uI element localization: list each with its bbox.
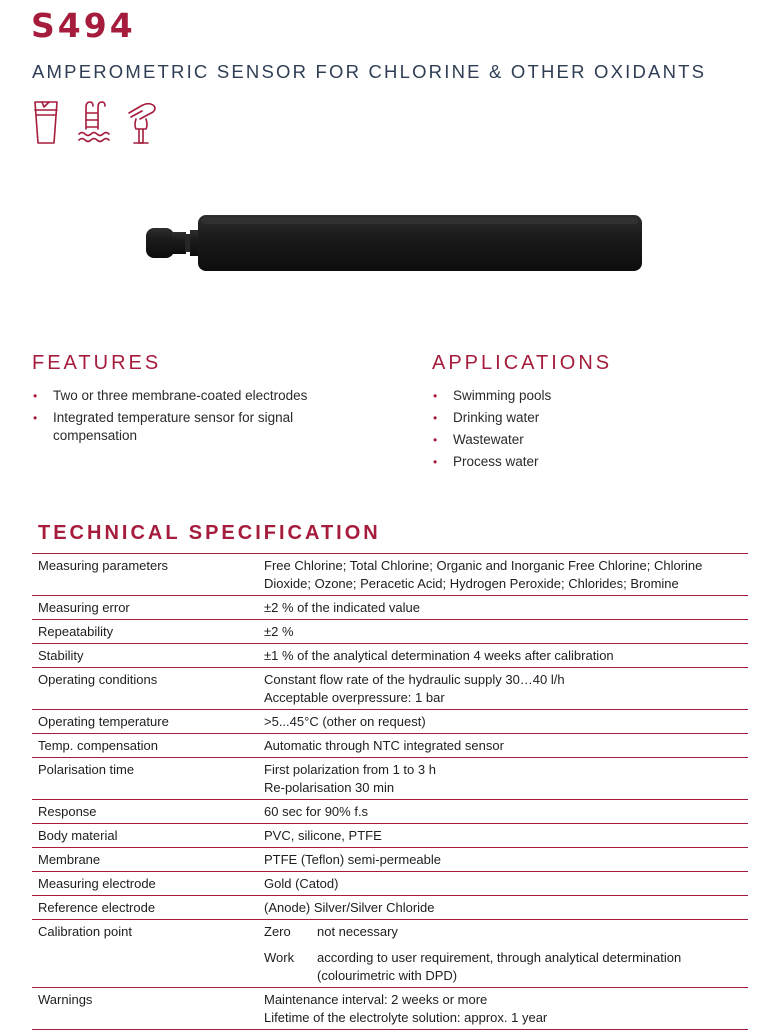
spec-label: Measuring error bbox=[38, 600, 130, 615]
spec-value bbox=[258, 620, 748, 644]
table-row bbox=[32, 596, 748, 620]
spec-value-line: >5...45°C (other on request) bbox=[264, 714, 426, 729]
list-item: • Swimming pools bbox=[432, 387, 732, 405]
spec-label: Stability bbox=[38, 648, 84, 663]
spec-label: Repeatability bbox=[38, 624, 114, 639]
features-list bbox=[32, 387, 332, 449]
spec-label: Body material bbox=[38, 828, 118, 843]
table-row bbox=[32, 644, 748, 668]
spec-value bbox=[258, 800, 748, 824]
spec-value bbox=[258, 758, 748, 800]
list-item: • Process water bbox=[432, 453, 732, 471]
application-icons bbox=[30, 99, 158, 147]
spec-label: Temp. compensation bbox=[38, 738, 158, 753]
spec-value-line: Automatic through NTC integrated sensor bbox=[264, 738, 504, 753]
spec-label: Operating temperature bbox=[38, 714, 169, 729]
swimming-pool-icon bbox=[78, 99, 110, 147]
sensor-product-image bbox=[142, 212, 646, 279]
calibration-entry bbox=[264, 923, 742, 941]
spec-value bbox=[258, 596, 748, 620]
specification-table bbox=[32, 553, 748, 1030]
spec-label: Calibration point bbox=[38, 924, 132, 939]
spec-value-line: ±2 % bbox=[264, 624, 294, 639]
table-row bbox=[32, 988, 748, 1030]
spec-value bbox=[258, 824, 748, 848]
spec-label: Reference electrode bbox=[38, 900, 156, 915]
spec-value bbox=[258, 644, 748, 668]
list-item: • Two or three membrane-coated electrodes bbox=[32, 387, 332, 405]
spec-value bbox=[258, 554, 748, 596]
table-row bbox=[32, 848, 748, 872]
spec-label: Operating conditions bbox=[38, 672, 158, 687]
calibration-entry-value: according to user requirement, through analytical determination (colourimetric with DPD) bbox=[317, 950, 682, 983]
table-row bbox=[32, 920, 748, 988]
table-row bbox=[32, 554, 748, 596]
spec-label: Response bbox=[38, 804, 97, 819]
spec-value-line: Re-polarisation 30 min bbox=[264, 780, 395, 795]
table-row bbox=[32, 758, 748, 800]
spec-label: Measuring parameters bbox=[38, 558, 169, 573]
spec-value-line: Acceptable overpressure: 1 bar bbox=[264, 690, 445, 705]
spec-label: Membrane bbox=[38, 852, 101, 867]
table-row bbox=[32, 872, 748, 896]
spec-value bbox=[258, 896, 748, 920]
drinking-glass-icon bbox=[30, 99, 62, 147]
calibration-entry bbox=[264, 949, 742, 985]
spec-value bbox=[258, 848, 748, 872]
spec-value bbox=[258, 668, 748, 710]
applications-title: APPLICATIONS bbox=[432, 352, 613, 374]
applications-list bbox=[432, 387, 732, 475]
list-item: • Wastewater bbox=[432, 431, 732, 449]
calibration-entry-label: Work bbox=[264, 950, 295, 965]
spec-value-line: 60 sec for 90% f.s bbox=[264, 804, 369, 819]
spec-value-line: PTFE (Teflon) semi-permeable bbox=[264, 852, 441, 867]
table-row bbox=[32, 896, 748, 920]
spec-label: Warnings bbox=[38, 992, 93, 1007]
technical-specification-title: TECHNICAL SPECIFICATION bbox=[38, 522, 381, 544]
spec-value bbox=[258, 988, 748, 1030]
product-subtitle: AMPEROMETRIC SENSOR FOR CHLORINE & OTHER OXIDANTS bbox=[32, 61, 707, 82]
table-row bbox=[32, 668, 748, 710]
spec-value bbox=[258, 710, 748, 734]
calibration-entry-label: Zero bbox=[264, 924, 291, 939]
spec-label: Measuring electrode bbox=[38, 876, 156, 891]
water-tap-icon bbox=[126, 99, 158, 147]
spec-label: Polarisation time bbox=[38, 762, 135, 777]
table-row bbox=[32, 800, 748, 824]
spec-value-line: ±1 % of the analytical determination 4 weeks after calibration bbox=[264, 648, 614, 663]
spec-value bbox=[258, 872, 748, 896]
spec-value-line: Free Chlorine; Total Chlorine; Organic and Inorganic Free Chlorine; Chlorine Dioxide; Ozone; Peracetic Acid; Hydrogen Peroxide; Chlorides; Bromine bbox=[264, 558, 703, 591]
list-item: • Drinking water bbox=[432, 409, 732, 427]
spec-value bbox=[258, 734, 748, 758]
spec-value-line: Constant flow rate of the hydraulic supply 30…40 l/h bbox=[264, 672, 565, 687]
features-title: FEATURES bbox=[32, 352, 162, 374]
table-row bbox=[32, 824, 748, 848]
calibration-entry-value: not necessary bbox=[317, 924, 398, 939]
table-row bbox=[32, 620, 748, 644]
table-row bbox=[32, 710, 748, 734]
spec-value-line: PVC, silicone, PTFE bbox=[264, 828, 382, 843]
table-row bbox=[32, 734, 748, 758]
spec-value-line: Lifetime of the electrolyte solution: approx. 1 year bbox=[264, 1010, 548, 1025]
spec-value-line: Gold (Catod) bbox=[264, 876, 339, 891]
product-code: S494 bbox=[31, 6, 136, 45]
spec-value-line: ±2 % of the indicated value bbox=[264, 600, 421, 615]
spec-value-line: (Anode) Silver/Silver Chloride bbox=[264, 900, 435, 915]
spec-value-line: First polarization from 1 to 3 h bbox=[264, 762, 436, 777]
spec-value bbox=[258, 920, 748, 988]
spec-value-line: Maintenance interval: 2 weeks or more bbox=[264, 992, 488, 1007]
list-item: • Integrated temperature sensor for signal compensation bbox=[32, 409, 332, 445]
